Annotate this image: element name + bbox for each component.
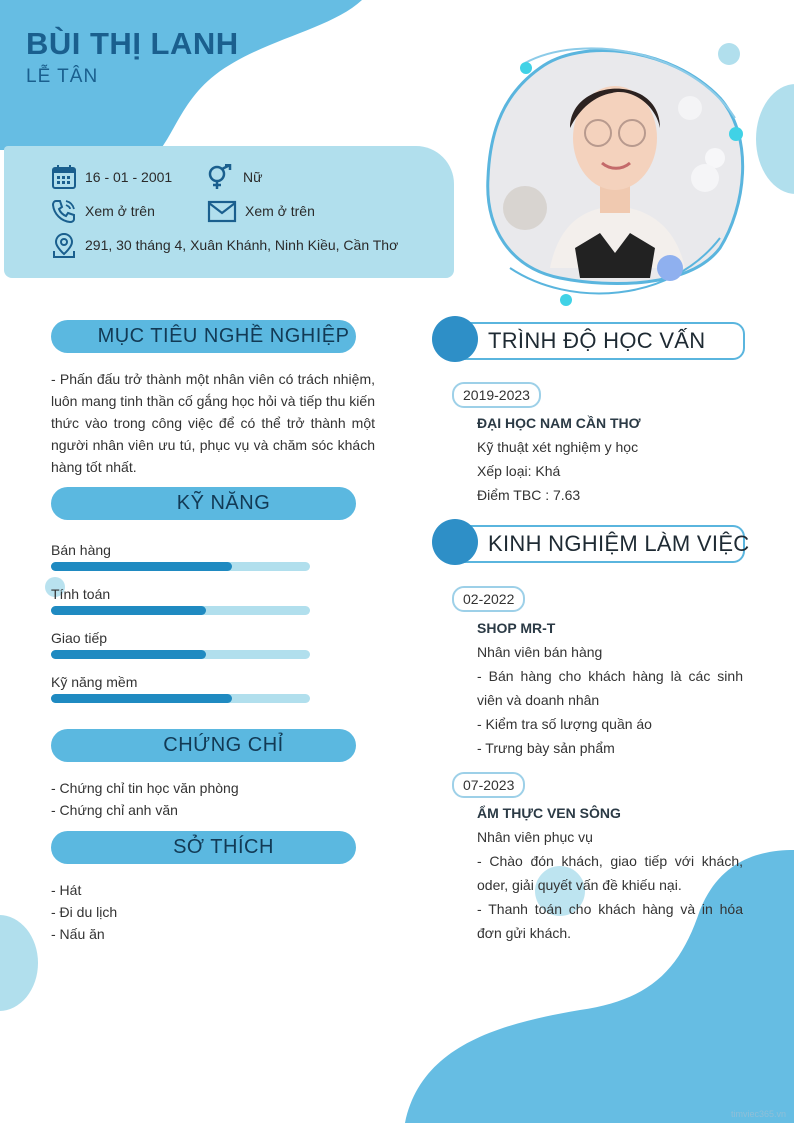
company-name: SHOP MR-T <box>477 620 556 636</box>
birthday-text: 16 - 01 - 2001 <box>85 169 173 185</box>
rank: Xếp loại: Khá <box>477 463 561 479</box>
job-duty: - Bán hàng cho khách hàng là các sinh viên và doanh nhân <box>477 668 743 708</box>
skill-label: Giao tiếp <box>51 630 108 646</box>
skill-bar-fill <box>51 606 206 615</box>
objective-title: MỤC TIÊU NGHỀ NGHIỆP <box>97 325 350 347</box>
school-name: ĐẠI HỌC NAM CẦN THƠ <box>477 415 641 431</box>
skill-bar <box>51 562 310 571</box>
objective-text: - Phấn đấu trở thành một nhân viên có trách nhiệm, luôn mang tinh thần cố gắng học hỏi và tiếp thu kiến thức vào trong công việc để có thể trở thành một người nhân viên ưu tú, phục vụ và chăm sóc khách hàng tốt nhất. <box>51 371 375 475</box>
phone-row <box>51 198 155 224</box>
email-text: Xem ở trên <box>245 203 315 219</box>
hobbies-title: SỞ THÍCH <box>173 836 274 858</box>
skill-bar-fill <box>51 562 232 571</box>
mail-icon <box>207 198 237 224</box>
watermark: timviec365.vn <box>730 1109 786 1119</box>
skill-bar <box>51 650 310 659</box>
company-name: ẨM THỰC VEN SÔNG <box>477 805 621 821</box>
list-item: - Chứng chỉ tin học văn phòng <box>51 780 239 796</box>
objective-heading <box>51 320 356 353</box>
education-title: TRÌNH ĐỘ HỌC VẤN <box>488 328 706 353</box>
job-duty: - Trưng bày sản phẩm <box>477 740 615 756</box>
job-period: 07-2023 <box>452 772 525 798</box>
experience-heading <box>460 525 750 563</box>
skills-title: KỸ NĂNG <box>176 492 271 514</box>
job-position: Nhân viên bán hàng <box>477 644 603 660</box>
list-item: - Hát <box>51 882 82 898</box>
skill-label: Bán hàng <box>51 542 111 558</box>
address-text: 291, 30 tháng 4, Xuân Khánh, Ninh Kiều, Cần Thơ <box>85 237 399 253</box>
list-item: - Nấu ăn <box>51 926 105 942</box>
calendar-icon <box>51 164 77 190</box>
list-item: - Chứng chỉ anh văn <box>51 802 178 818</box>
job-period: 02-2022 <box>452 586 525 612</box>
education-heading-circle <box>432 316 478 362</box>
skill-bar-fill <box>51 650 206 659</box>
phone-icon <box>51 198 77 224</box>
hobbies-heading <box>51 831 356 864</box>
education-entry <box>477 411 743 507</box>
job-entry <box>477 801 743 945</box>
skill-label: Kỹ năng mềm <box>51 674 138 690</box>
left-circle-decoration <box>0 915 38 1011</box>
job-entry <box>477 616 743 760</box>
gpa: Điểm TBC : 7.63 <box>477 487 581 503</box>
gender-text: Nữ <box>243 169 263 185</box>
education-heading <box>460 322 745 360</box>
experience-heading-circle <box>432 519 478 565</box>
gender-icon <box>207 164 235 190</box>
job-duty: - Thanh toán cho khách hàng và in hóa đơn gửi khách. <box>477 901 743 941</box>
skills-heading <box>51 487 356 520</box>
major: Kỹ thuật xét nghiệm y học <box>477 439 639 455</box>
gender-row <box>207 164 262 190</box>
job-duty: - Chào đón khách, giao tiếp với khách, oder, giải quyết vấn đề khiếu nại. <box>477 853 743 893</box>
certificates-title: CHỨNG CHỈ <box>163 734 284 756</box>
skill-bar <box>51 606 310 615</box>
email-row <box>207 198 315 224</box>
address-row <box>51 232 398 258</box>
location-icon <box>51 232 77 258</box>
list-item: - Đi du lịch <box>51 904 118 920</box>
right-circle-decoration <box>756 84 794 194</box>
experience-title: KINH NGHIỆM LÀM VIỆC <box>488 531 750 556</box>
skill-bar <box>51 694 310 703</box>
skill-label: Tính toán <box>51 586 111 602</box>
candidate-role: LỄ TÂN <box>26 66 99 87</box>
certificates-heading <box>51 729 356 762</box>
job-position: Nhân viên phục vụ <box>477 829 593 845</box>
certificates-list <box>51 777 239 821</box>
skill-bar-fill <box>51 694 232 703</box>
job-duty: - Kiểm tra số lượng quần áo <box>477 716 652 732</box>
hobbies-list <box>51 879 117 945</box>
birthday-row <box>51 164 172 190</box>
education-period: 2019-2023 <box>452 382 541 408</box>
phone-text: Xem ở trên <box>85 203 155 219</box>
profile-photo <box>480 38 750 308</box>
candidate-name: BÙI THỊ LANH <box>26 26 239 61</box>
